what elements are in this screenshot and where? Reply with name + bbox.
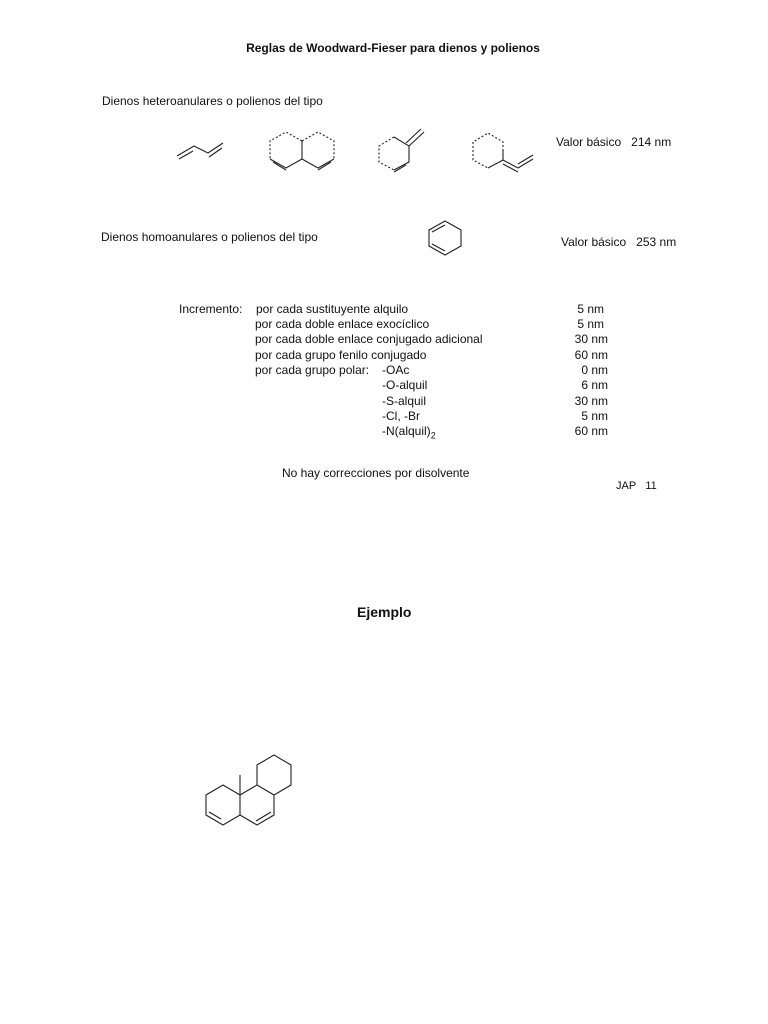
polar-row-value: 0 nm — [581, 363, 608, 377]
polar-row-subscript: 2 — [430, 430, 436, 441]
polar-row-label: -S-alquil — [382, 394, 427, 408]
increment-row-value: 5 nm — [577, 302, 604, 316]
polar-row-value: 6 nm — [581, 378, 608, 392]
increment-row-value: 5 nm — [577, 317, 604, 331]
increment-row-label: por cada sustituyente alquilo — [256, 302, 409, 316]
heteroannular-value-label: Valor básico — [556, 135, 622, 149]
polar-row-label: -Cl, -Br — [382, 409, 420, 423]
polar-row-value: 30 nm — [574, 394, 608, 408]
increment-row-value: 30 nm — [574, 332, 608, 346]
homoannular-value-number: 253 nm — [636, 235, 677, 249]
increment-row-value: 60 nm — [574, 348, 608, 362]
increments-heading: Incremento: — [179, 302, 243, 316]
polar-row-label: -OAc — [382, 363, 410, 377]
polar-row-label-text: -N(alquil) — [382, 424, 431, 438]
page-number: 11 — [645, 480, 657, 492]
page-title: Reglas de Woodward-Fieser para dienos y polienos — [246, 41, 540, 55]
increment-row-label: por cada doble enlace exocíclico — [255, 317, 430, 331]
polar-prefix: por cada grupo polar: — [255, 363, 370, 377]
polar-row-value: 5 nm — [581, 409, 608, 423]
solvent-note: No hay correcciones por disolvente — [282, 466, 470, 480]
increment-row-label: por cada doble enlace conjugado adicional — [255, 332, 483, 346]
heteroannular-label: Dienos heteroanulares o polienos del tipo — [102, 94, 323, 108]
increment-row-label: por cada grupo fenilo conjugado — [255, 348, 427, 362]
author-initials: JAP — [616, 480, 637, 492]
polar-row-label: -O-alquil — [382, 378, 428, 392]
example-heading: Ejemplo — [357, 604, 412, 620]
homoannular-label: Dienos homoanulares o polienos del tipo — [101, 230, 318, 244]
heteroannular-value-number: 214 nm — [631, 135, 672, 149]
polar-row-value: 60 nm — [574, 424, 608, 438]
homoannular-value-label: Valor básico — [561, 235, 627, 249]
